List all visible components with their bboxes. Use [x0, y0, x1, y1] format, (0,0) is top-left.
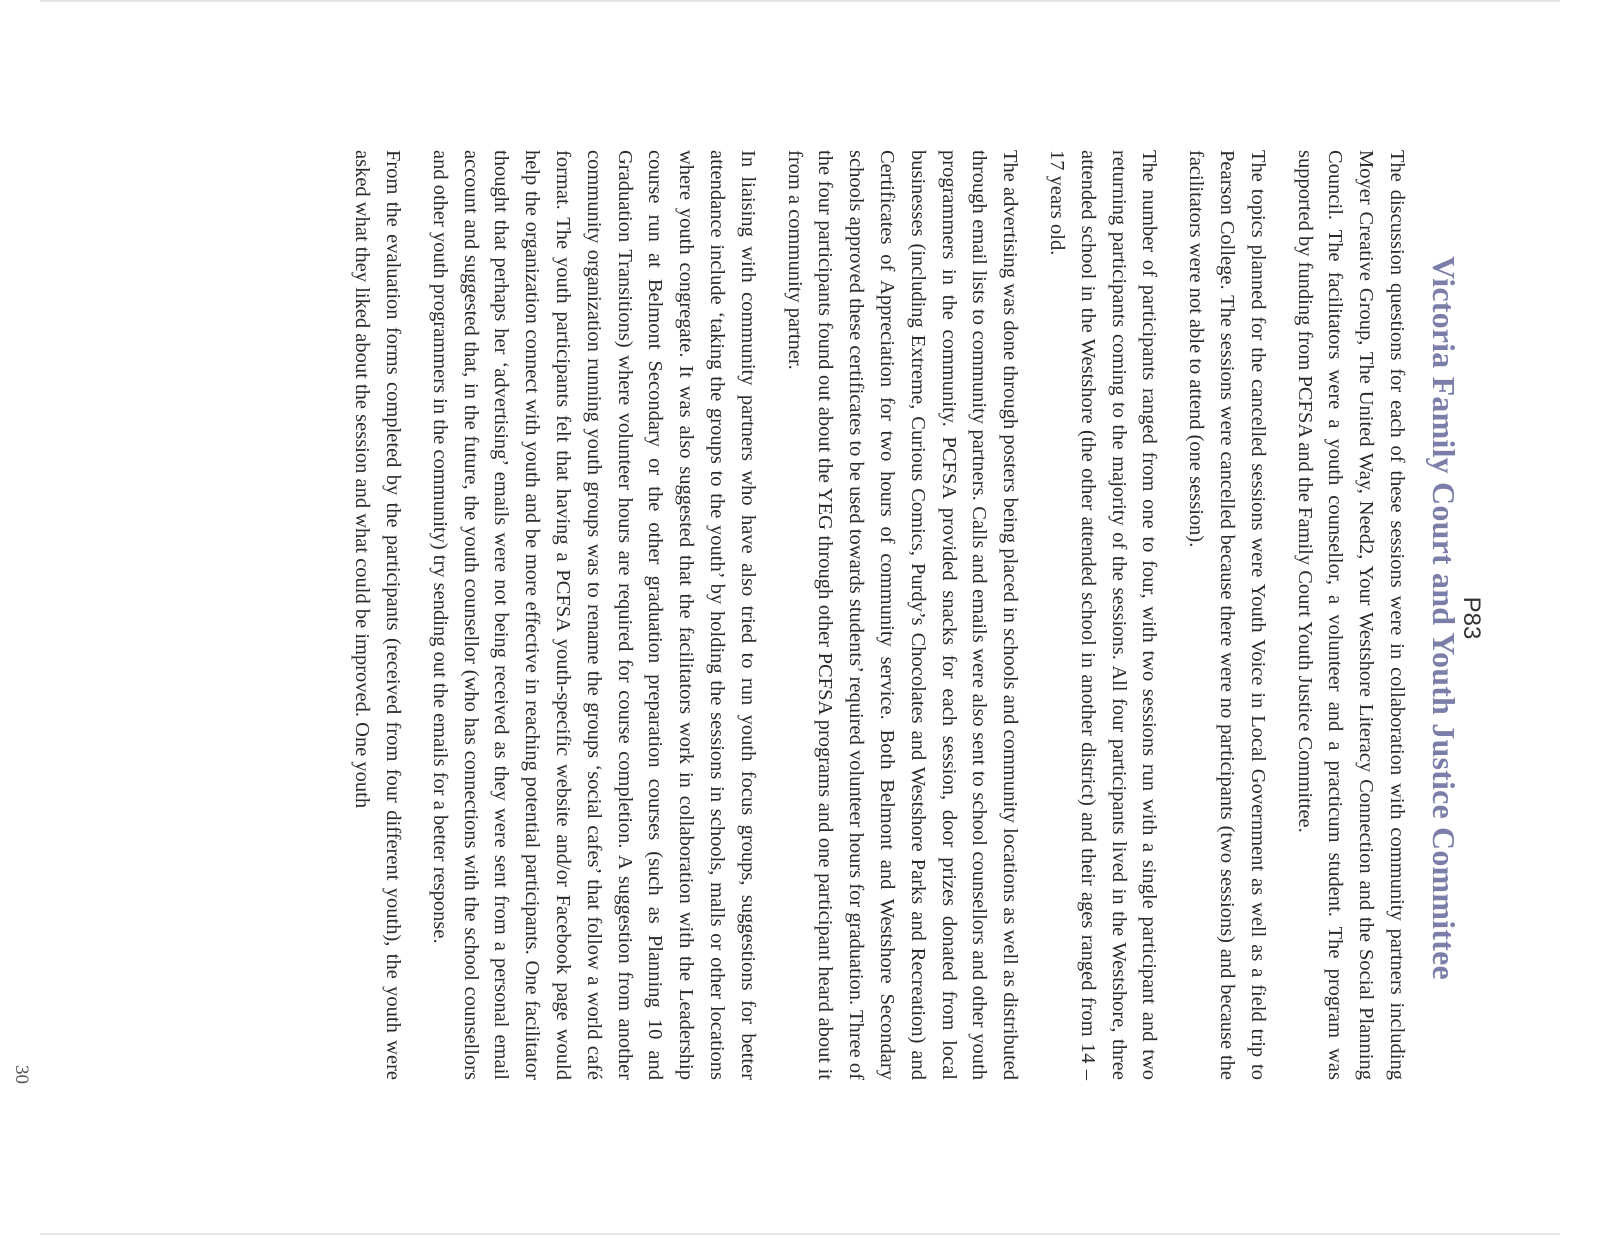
paragraph-participants: The number of participants ranged from one to four, with two sessions run with a single participant and two returning participants coming to the majority of the sessions. All four participants lived in the Westshore, three attended school in the Westshore (the other attended school in another district) and their ages ranged from 14 – 17 years old.: [1046, 150, 1161, 1080]
document-body: [331, 150, 1413, 1080]
paragraph-cancelled-sessions: The topics planned for the cancelled sessions were Youth Voice in Local Government as well as a field trip to Pearson College. The sessions were cancelled because there were no participants (two sessions) and because the facilitators were not able to attend (one session).: [1185, 150, 1269, 1080]
paragraph-advertising: The advertising was done through posters being placed in schools and community locations as well as distributed through email lists to community partners. Calls and emails were also sent to school counsellors and other youth programmers in the community. PCFSA provided snacks for each session, door prizes donated from local businesses (including Extreme, Curious Comics, Purdy’s Chocolates and Westshore Parks and Recreation) and Certificates of Appreciation for two hours of community service. Both Belmont and Westshore Secondary schools approved these certificates to be used towards students’ required volunteer hours for graduation. Three of the four participants found out about the YEG through other PCFSA programs and one participant heard about it from a community partner.: [783, 150, 1022, 1080]
document-title: Victoria Family Court and Youth Justice Committee: [1426, 256, 1462, 980]
paragraph-discussion-questions: The discussion questions for each of these sessions were in collaboration with community partners including Moyer Creative Group, The United Way, Need2, Your Westshore Literacy Connection and the Social Planning Council. The facilitators were a youth counsellor, a volunteer and a practicum student. The program was supported by funding from PCFSA and the Family Court Youth Justice Committee.: [1293, 150, 1408, 1080]
document-code: P83: [1458, 596, 1485, 640]
paragraph-community-liaising: In liaising with community partners who have also tried to run youth focus groups, suggestions for better attendance include ‘taking the groups to the youth’ by holding the sessions in schools, malls or other locations where youth congregate. It was also suggested that the facilitators work in collaboration with the Leadership course run at Belmont Secondary or the other graduation preparation courses (such as Planning 10 and Graduation Transitions) where volunteer hours are required for course completion. A suggestion from another community organization running youth groups was to rename the groups ‘social cafes’ that follow a world café format. The youth participants felt that having a PCFSA youth-specific website and/or Facebook page would help the organization connect with youth and be more effective in reaching potential participants. One facilitator thought that perhaps her ‘advertising’ emails were not being received as they were sent from a personal email account and suggested that, in the future, the youth counsellor (who has connections with the school counsellors and other youth programmers in the community) try sending out the emails for a better response.: [428, 150, 759, 1080]
paragraph-evaluation-forms: From the evaluation forms completed by the participants (received from four different youth), the youth were asked what they liked about the session and what could be improved. One youth: [351, 150, 405, 1080]
page-number: 30: [11, 1065, 32, 1084]
